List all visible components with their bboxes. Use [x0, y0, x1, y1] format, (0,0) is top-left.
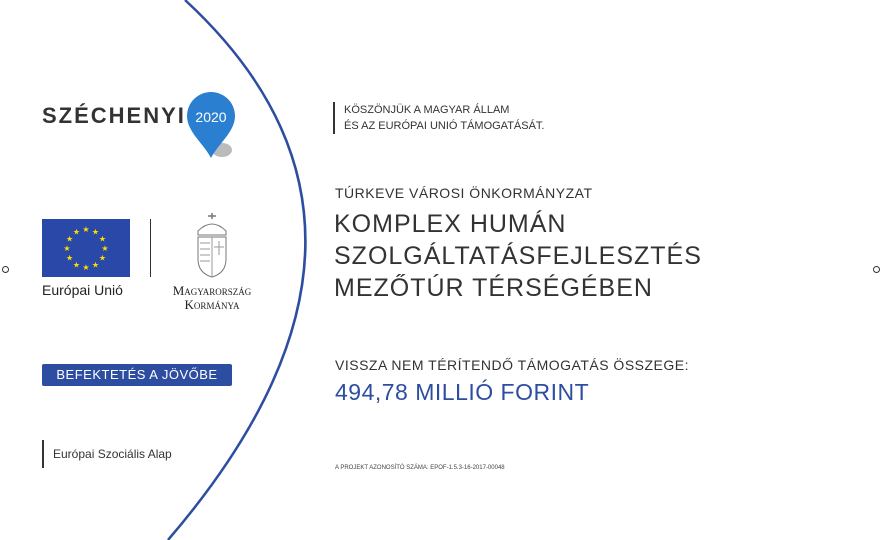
eu-star-icon: ★ [65, 234, 74, 244]
eu-label: Európai Unió [42, 282, 123, 298]
fund-label: Európai Szociális Alap [42, 440, 172, 468]
organization: TÚRKEVE VÁROSI ÖNKORMÁNYZAT [335, 185, 593, 201]
szechenyi-logo-text: SZÉCHENYI [42, 103, 186, 128]
grant-label: VISSZA NEM TÉRÍTENDŐ TÁMOGATÁS ÖSSZEGE: [335, 357, 690, 373]
eu-star-icon: ★ [72, 227, 81, 237]
divider [150, 219, 151, 277]
hungarian-government-label [160, 284, 264, 312]
project-id: A PROJEKT AZONOSÍTÓ SZÁMA: EPOF-1.5.3-16-2017-00048 [335, 465, 505, 471]
registration-mark-icon [873, 266, 880, 273]
thanks-line: ÉS AZ EURÓPAI UNIÓ TÁMOGATÁSÁT. [344, 120, 545, 132]
eu-star-icon: ★ [91, 260, 100, 270]
eu-star-icon: ★ [98, 234, 107, 244]
location-pin-icon [186, 92, 236, 160]
grant-amount: 494,78 MILLIÓ FORINT [335, 379, 590, 405]
gov-line: Kormánya [184, 297, 240, 312]
eu-star-icon: ★ [72, 260, 81, 270]
eu-star-icon: ★ [82, 263, 90, 272]
eu-flag-icon [42, 219, 130, 277]
title-line: MEZŐTÚR TÉRSÉGÉBEN [334, 274, 653, 302]
thanks-note [333, 102, 544, 134]
gov-line: Magyarország [172, 283, 252, 298]
project-title [334, 208, 702, 304]
title-line: KOMPLEX HUMÁN [334, 210, 567, 238]
eu-star-icon: ★ [82, 225, 90, 234]
invest-banner: BEFEKTETÉS A JÖVŐBE [42, 364, 232, 386]
eu-star-icon: ★ [98, 253, 107, 263]
eu-star-icon: ★ [101, 244, 109, 253]
hungarian-coat-of-arms-icon [194, 211, 230, 279]
title-line: SZOLGÁLTATÁSFEJLESZTÉS [334, 242, 702, 270]
thanks-line: KÖSZÖNJÜK A MAGYAR ÁLLAM [344, 104, 510, 116]
registration-mark-icon [2, 266, 9, 273]
eu-star-icon: ★ [63, 244, 71, 253]
eu-star-icon: ★ [65, 253, 74, 263]
eu-star-icon: ★ [91, 227, 100, 237]
svg-text:2020: 2020 [195, 109, 227, 125]
